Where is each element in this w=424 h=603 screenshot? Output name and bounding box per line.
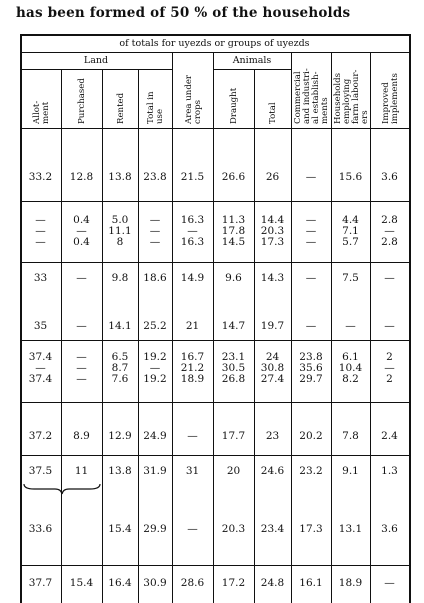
table-cell: 33.6 [28,523,53,535]
column-divider [61,69,62,603]
column-divider [102,69,103,603]
row-divider [20,201,409,202]
table-cell: 26.6 [221,171,246,183]
column-header: Rented [115,92,126,124]
table-cell: 2.8 — 2.8 [381,214,398,248]
table-border-left [20,34,22,603]
row-divider [20,262,409,263]
table-cell: 20.2 [299,430,323,442]
row-divider [20,565,409,566]
header-rule [20,34,409,36]
table-cell: — — — [35,214,46,248]
table-cell: 3.6 [381,523,398,535]
column-header: Households employing farm labour- ers [332,69,370,124]
table-cell: 24.8 [260,577,285,589]
table-cell: 8.9 [73,430,90,442]
table-cell: 6.5 8.7 7.6 [111,351,129,385]
table-cell: — [305,171,317,183]
column-header: Improved implements [380,73,400,124]
table-cell: — — — [149,214,161,248]
table-cell: 16.1 [299,577,323,589]
table-cell: 37.7 [28,577,53,589]
column-header: Area under crops [183,74,203,124]
table-cell: — — — [76,351,87,385]
table-cell: 13.8 [108,171,132,183]
table-cell: 14.4 20.3 17.3 [260,214,285,248]
table-cell: 9.8 [111,272,129,284]
table-cell: 17.7 [221,430,246,442]
table-cell: — [76,272,87,284]
table-cell: 13.8 [108,465,132,477]
table-cell: 12.9 [108,430,132,442]
table-cell: 1.3 [381,465,398,477]
row-divider [20,340,409,341]
column-header: Total [268,102,278,124]
table-cell: 24 30.8 27.4 [260,351,285,385]
table-cell: 2 — 2 [384,351,395,385]
table-cell: 37.5 [28,465,53,477]
table-cell: 31 [185,465,200,477]
table-cell: 20.3 [221,523,246,535]
table-cell: 17.2 [221,577,246,589]
table-cell: 9.1 [342,465,359,477]
table-cell: 2.4 [381,430,398,442]
table-cell: 35 [33,320,48,332]
table-cell: 15.4 [108,523,132,535]
table-cell: 30.9 [143,577,167,589]
column-divider [254,69,255,603]
row-divider [20,402,409,403]
table-cell: — [76,320,87,332]
table-cell: 12.8 [69,171,94,183]
column-header: Draught [229,87,239,124]
column-header: Allot- ment [31,100,51,124]
table-cell: — [187,430,198,442]
table-cell: 17.3 [299,523,323,535]
brace-icon [22,482,102,496]
table-cell: 16.4 [108,577,132,589]
page-heading: has been formed of 50 % of the households [16,5,351,21]
header-rule [20,52,409,53]
table-cell: 7.5 [342,272,359,284]
table-cell: 19.7 [260,320,285,332]
table-cell: — [384,272,395,284]
table-cell: 14.1 [108,320,132,332]
table-cell: — [384,577,395,589]
table-cell: 18.6 [143,272,167,284]
table-cell: 33 [33,272,48,284]
table-cell: 5.0 11.1 8 [108,214,132,248]
table-cell: — [305,320,317,332]
table-cell: 13.1 [338,523,363,535]
table-cell: 31.9 [143,465,167,477]
header-rule [20,69,172,70]
row-divider [20,455,409,456]
table-cell: 11 [74,465,89,477]
table-cell: 25.2 [143,320,167,332]
column-header: Commercial and industri- al establish- ments [293,68,330,124]
table-cell: 14.3 [260,272,285,284]
header-group-title: of totals for uyezds or groups of uyezds [119,38,310,49]
column-divider [138,69,139,603]
table-border-right [409,34,411,603]
table-cell: 23.1 30.5 26.8 [221,351,246,385]
table-cell: 28.6 [180,577,205,589]
table-cell: 14.7 [221,320,246,332]
table-cell: 29.9 [143,523,167,535]
table-cell: 23 [265,430,280,442]
table-cell: 16.3 — 16.3 [180,214,205,248]
table-cell: 3.6 [381,171,398,183]
table-cell: 23.4 [260,523,285,535]
table-cell: — [187,523,198,535]
table-cell: 23.8 [143,171,167,183]
table-cell: 33.2 [28,171,53,183]
table-cell: 23.8 35.6 29.7 [299,351,323,385]
table-cell: 4.4 7.1 5.7 [342,214,359,248]
table-cell: 19.2 — 19.2 [143,351,167,385]
table-cell: 21 [185,320,200,332]
table-cell: 37.2 [28,430,53,442]
table-cell: 6.1 10.4 8.2 [338,351,363,385]
table-cell: 24.6 [260,465,285,477]
table-cell: 20 [226,465,241,477]
table-cell: 24.9 [143,430,167,442]
table-cell: 37.4 — 37.4 [28,351,53,385]
table-cell: 21.5 [180,171,205,183]
column-header: Purchased [77,78,87,124]
table-cell: — [305,272,317,284]
table-cell: — [384,320,395,332]
table-cell: 23.2 [299,465,323,477]
table-cell: 26 [265,171,280,183]
header-animals: Animals [232,55,272,66]
table-cell: 15.6 [338,171,363,183]
column-header: Total in use [146,91,165,124]
table-cell: 11.3 17.8 14.5 [221,214,246,248]
table-cell: 16.7 21.2 18.9 [180,351,205,385]
table-cell: — — — [305,214,317,248]
table-cell: 18.9 [338,577,363,589]
header-rule [213,69,291,70]
table-cell: 15.4 [69,577,94,589]
table-cell: 0.4 — 0.4 [73,214,90,248]
table-cell: — [345,320,356,332]
table-cell: 9.6 [225,272,242,284]
header-rule [20,128,409,129]
header-land: Land [83,55,109,66]
table-cell: 14.9 [180,272,205,284]
table-cell: 7.8 [342,430,359,442]
